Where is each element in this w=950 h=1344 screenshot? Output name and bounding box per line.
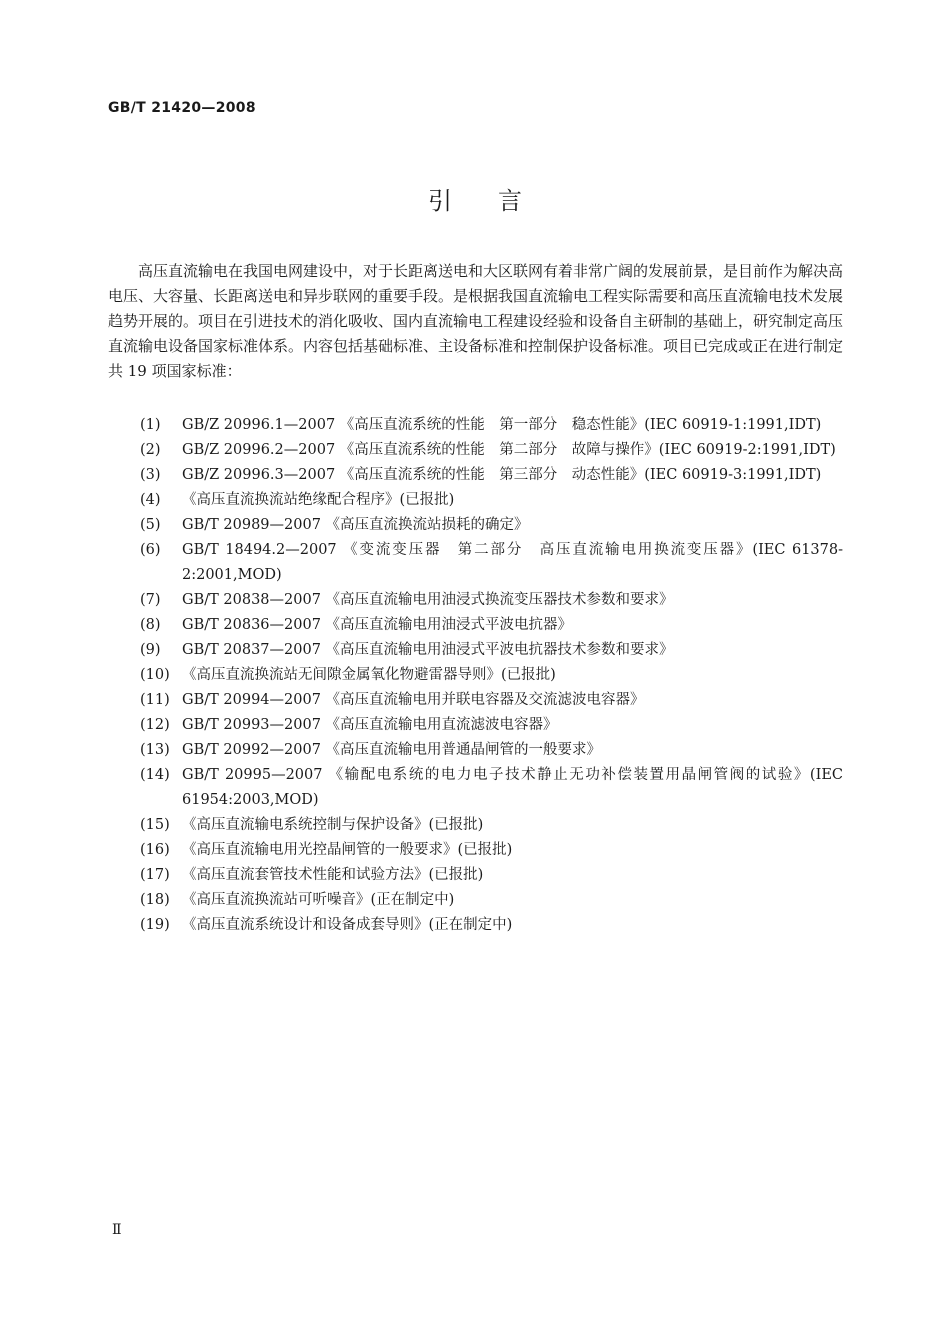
list-item-text: 《高压直流输电系统控制与保护设备》(已报批) — [182, 817, 484, 833]
list-item — [108, 763, 843, 813]
list-item-number: (17) — [140, 867, 170, 883]
list-item-number: (7) — [140, 592, 161, 608]
list-item-number: (5) — [140, 517, 161, 533]
list-item — [108, 888, 843, 913]
intro-paragraph: 高压直流输电在我国电网建设中，对于长距离送电和大区联网有着非常广阔的发展前景，是目前作为解决高电压、大容量、长距离送电和异步联网的重要手段。是根据我国直流输电工程实际需要和高压直流输电技术发展趋势开展的。项目在引进技术的消化吸收、国内直流输电工程建设经验和设备自主研制的基础上，研究制定高压直流输电设备国家标准体系。内容包括基础标准、主设备标准和控制保护设备标准。项目已完成或正在进行制定共 19 项国家标准： — [108, 262, 844, 380]
list-item-number: (11) — [140, 692, 170, 708]
list-item — [108, 538, 843, 588]
list-item-number: (12) — [140, 717, 170, 733]
list-item — [108, 413, 843, 438]
list-item-number: (14) — [140, 767, 170, 783]
list-item-text: GB/T 20993—2007 《高压直流输电用直流滤波电容器》 — [182, 717, 558, 733]
list-item-number: (19) — [140, 917, 170, 933]
list-item — [108, 813, 843, 838]
list-item — [108, 663, 843, 688]
list-item-text: GB/T 18494.2—2007 《变流变压器 第二部分 高压直流输电用换流变压器》(IEC 61378-2:2001,MOD) — [182, 542, 843, 583]
list-item — [108, 713, 843, 738]
list-item — [108, 513, 843, 538]
list-item-text: GB/T 20838—2007 《高压直流输电用油浸式换流变压器技术参数和要求》 — [182, 592, 674, 608]
list-item-text: GB/T 20989—2007 《高压直流换流站损耗的确定》 — [182, 517, 529, 533]
list-item-text: 《高压直流套管技术性能和试验方法》(已报批) — [182, 867, 484, 883]
list-item — [108, 463, 843, 488]
list-item — [108, 863, 843, 888]
list-item-text: GB/Z 20996.2—2007 《高压直流系统的性能 第二部分 故障与操作》(IEC 60919-2:1991,IDT) — [182, 442, 836, 458]
list-item-text: 《高压直流换流站无间隙金属氧化物避雷器导则》(已报批) — [182, 667, 556, 683]
list-item-number: (2) — [140, 442, 161, 458]
list-item-number: (8) — [140, 617, 161, 633]
list-item-text: 《高压直流换流站绝缘配合程序》(已报批) — [182, 492, 455, 508]
list-item-text: GB/T 20836—2007 《高压直流输电用油浸式平波电抗器》 — [182, 617, 573, 633]
list-item — [108, 488, 843, 513]
list-item — [108, 588, 843, 613]
list-item-text: GB/Z 20996.3—2007 《高压直流系统的性能 第三部分 动态性能》(IEC 60919-3:1991,IDT) — [182, 467, 822, 483]
list-item — [108, 613, 843, 638]
list-item-text: 《高压直流换流站可听噪音》(正在制定中) — [182, 892, 455, 908]
list-item — [108, 738, 843, 763]
list-item-number: (9) — [140, 642, 161, 658]
list-item-number: (1) — [140, 417, 161, 433]
list-item-number: (4) — [140, 492, 161, 508]
list-item — [108, 438, 843, 463]
list-item-text: 《高压直流输电用光控晶闸管的一般要求》(已报批) — [182, 842, 513, 858]
list-item-number: (3) — [140, 467, 161, 483]
list-item — [108, 838, 843, 863]
list-item-number: (15) — [140, 817, 170, 833]
list-item — [108, 913, 843, 938]
list-item-number: (10) — [140, 667, 170, 683]
list-item-text: GB/T 20995—2007 《输配电系统的电力电子技术静止无功补偿装置用晶闸管阀的试验》(IEC 61954:2003,MOD) — [182, 767, 843, 808]
list-item-text: GB/Z 20996.1—2007 《高压直流系统的性能 第一部分 稳态性能》(IEC 60919-1:1991,IDT) — [182, 417, 822, 433]
standards-list — [108, 413, 843, 938]
list-item-text: GB/T 20992—2007 《高压直流输电用普通晶闸管的一般要求》 — [182, 742, 602, 758]
list-item-number: (6) — [140, 542, 161, 558]
page-title: 引言 — [428, 187, 568, 215]
list-item-number: (13) — [140, 742, 170, 758]
list-item-text: GB/T 20837—2007 《高压直流输电用油浸式平波电抗器技术参数和要求》 — [182, 642, 674, 658]
standard-code: GB/T 21420—2008 — [108, 100, 256, 116]
list-item-text: 《高压直流系统设计和设备成套导则》(正在制定中) — [182, 917, 513, 933]
page-number: Ⅱ — [112, 1222, 122, 1238]
list-item — [108, 688, 843, 713]
list-item — [108, 638, 843, 663]
list-item-text: GB/T 20994—2007 《高压直流输电用并联电容器及交流滤波电容器》 — [182, 692, 645, 708]
list-item-number: (16) — [140, 842, 170, 858]
list-item-number: (18) — [140, 892, 170, 908]
